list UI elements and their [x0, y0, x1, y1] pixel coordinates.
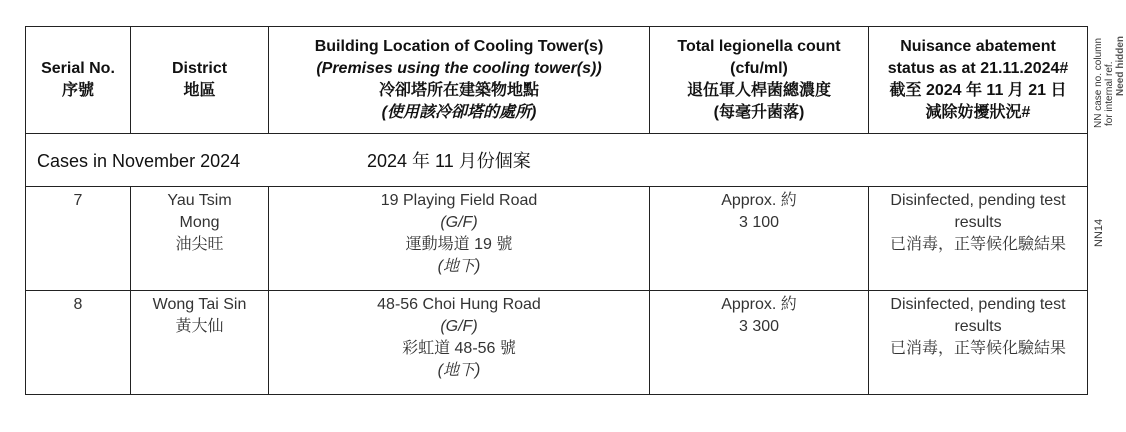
header-district-zh: 地區: [183, 82, 216, 99]
count-label: Approx. 約: [721, 296, 797, 313]
district-en-1: Wong Tai Sin: [152, 296, 247, 313]
cell-count: [650, 291, 869, 395]
location-en: 19 Playing Field Road: [380, 192, 538, 209]
district-zh: 黃大仙: [175, 318, 224, 335]
cell-serial: [26, 187, 131, 291]
cell-district: [131, 187, 269, 291]
header-location: [269, 27, 650, 134]
location-zh: 運動場道 19 號: [405, 236, 513, 253]
side-note-line-1: NN case no. column: [1093, 37, 1104, 128]
table-header-row: [26, 27, 1088, 134]
header-serial-zh: 序號: [61, 82, 94, 99]
section-label-zh: 2024 年 11 月份個案: [367, 151, 531, 171]
section-label-en: Cases in November 2024: [37, 151, 241, 171]
status-en-1: Disinfected, pending test: [890, 296, 1066, 313]
header-serial-en: Serial No.: [41, 60, 115, 77]
table-row: [26, 187, 1088, 291]
header-location-zh: 冷卻塔所在建築物地點: [378, 82, 539, 99]
location-floor-en: (G/F): [440, 214, 478, 231]
district-en-1: Yau Tsim: [167, 192, 232, 209]
cell-serial: [26, 291, 131, 395]
cell-status: [869, 187, 1088, 291]
legionella-cases-table: [25, 26, 1088, 395]
count-value: 3 100: [738, 214, 780, 231]
header-count-en-2: (cfu/ml): [730, 60, 788, 77]
header-count: [650, 27, 869, 134]
district-zh: 油尖旺: [175, 236, 224, 253]
location-floor-zh: (地下): [437, 362, 481, 379]
header-status-zh-1: 截至 2024 年 11 月 21 日: [889, 82, 1067, 99]
header-status-en-2: status as at 21.11.2024#: [887, 60, 1069, 77]
header-status-en-1: Nuisance abatement: [900, 38, 1056, 55]
cell-location: [269, 291, 650, 395]
location-floor-zh: (地下): [437, 258, 481, 275]
header-location-en: Building Location of Cooling Tower(s): [314, 38, 604, 55]
header-serial: [26, 27, 131, 134]
table-row: [26, 291, 1088, 395]
nn-case-code: NN14: [1093, 218, 1105, 247]
cell-location: [269, 187, 650, 291]
header-district-en: District: [171, 60, 228, 77]
header-count-zh-1: 退伍軍人桿菌總濃度: [686, 82, 831, 99]
header-status: [869, 27, 1088, 134]
cell-count: [650, 187, 869, 291]
status-en-2: results: [954, 318, 1002, 335]
header-status-zh-2: 減除妨擾狀況#: [925, 104, 1031, 121]
cell-district: [131, 291, 269, 395]
header-count-zh-2: (每毫升菌落): [713, 104, 805, 121]
header-location-en-italic: (Premises using the cooling tower(s)): [316, 60, 602, 77]
status-en-1: Disinfected, pending test: [890, 192, 1066, 209]
location-floor-en: (G/F): [440, 318, 478, 335]
header-count-en-1: Total legionella count: [677, 38, 841, 55]
section-heading: [26, 134, 1088, 187]
cell-status: [869, 291, 1088, 395]
section-row: [26, 134, 1088, 187]
status-zh: 已消毒，正等候化驗結果: [889, 236, 1066, 253]
serial-value: 8: [73, 296, 83, 313]
serial-value: 7: [73, 192, 83, 209]
header-location-zh-italic: (使用該冷卻塔的處所): [381, 104, 537, 121]
status-en-2: results: [954, 214, 1002, 231]
location-en: 48-56 Choi Hung Road: [377, 296, 541, 313]
district-en-2: Mong: [179, 214, 220, 231]
header-district: [131, 27, 269, 134]
count-value: 3 300: [738, 318, 780, 335]
location-zh: 彩虹道 48-56 號: [402, 340, 516, 357]
side-note-line-2: for internal ref.: [1104, 61, 1115, 126]
status-zh: 已消毒，正等候化驗結果: [889, 340, 1066, 357]
count-label: Approx. 約: [721, 192, 797, 209]
side-note-line-3: Need hidden: [1115, 35, 1126, 96]
